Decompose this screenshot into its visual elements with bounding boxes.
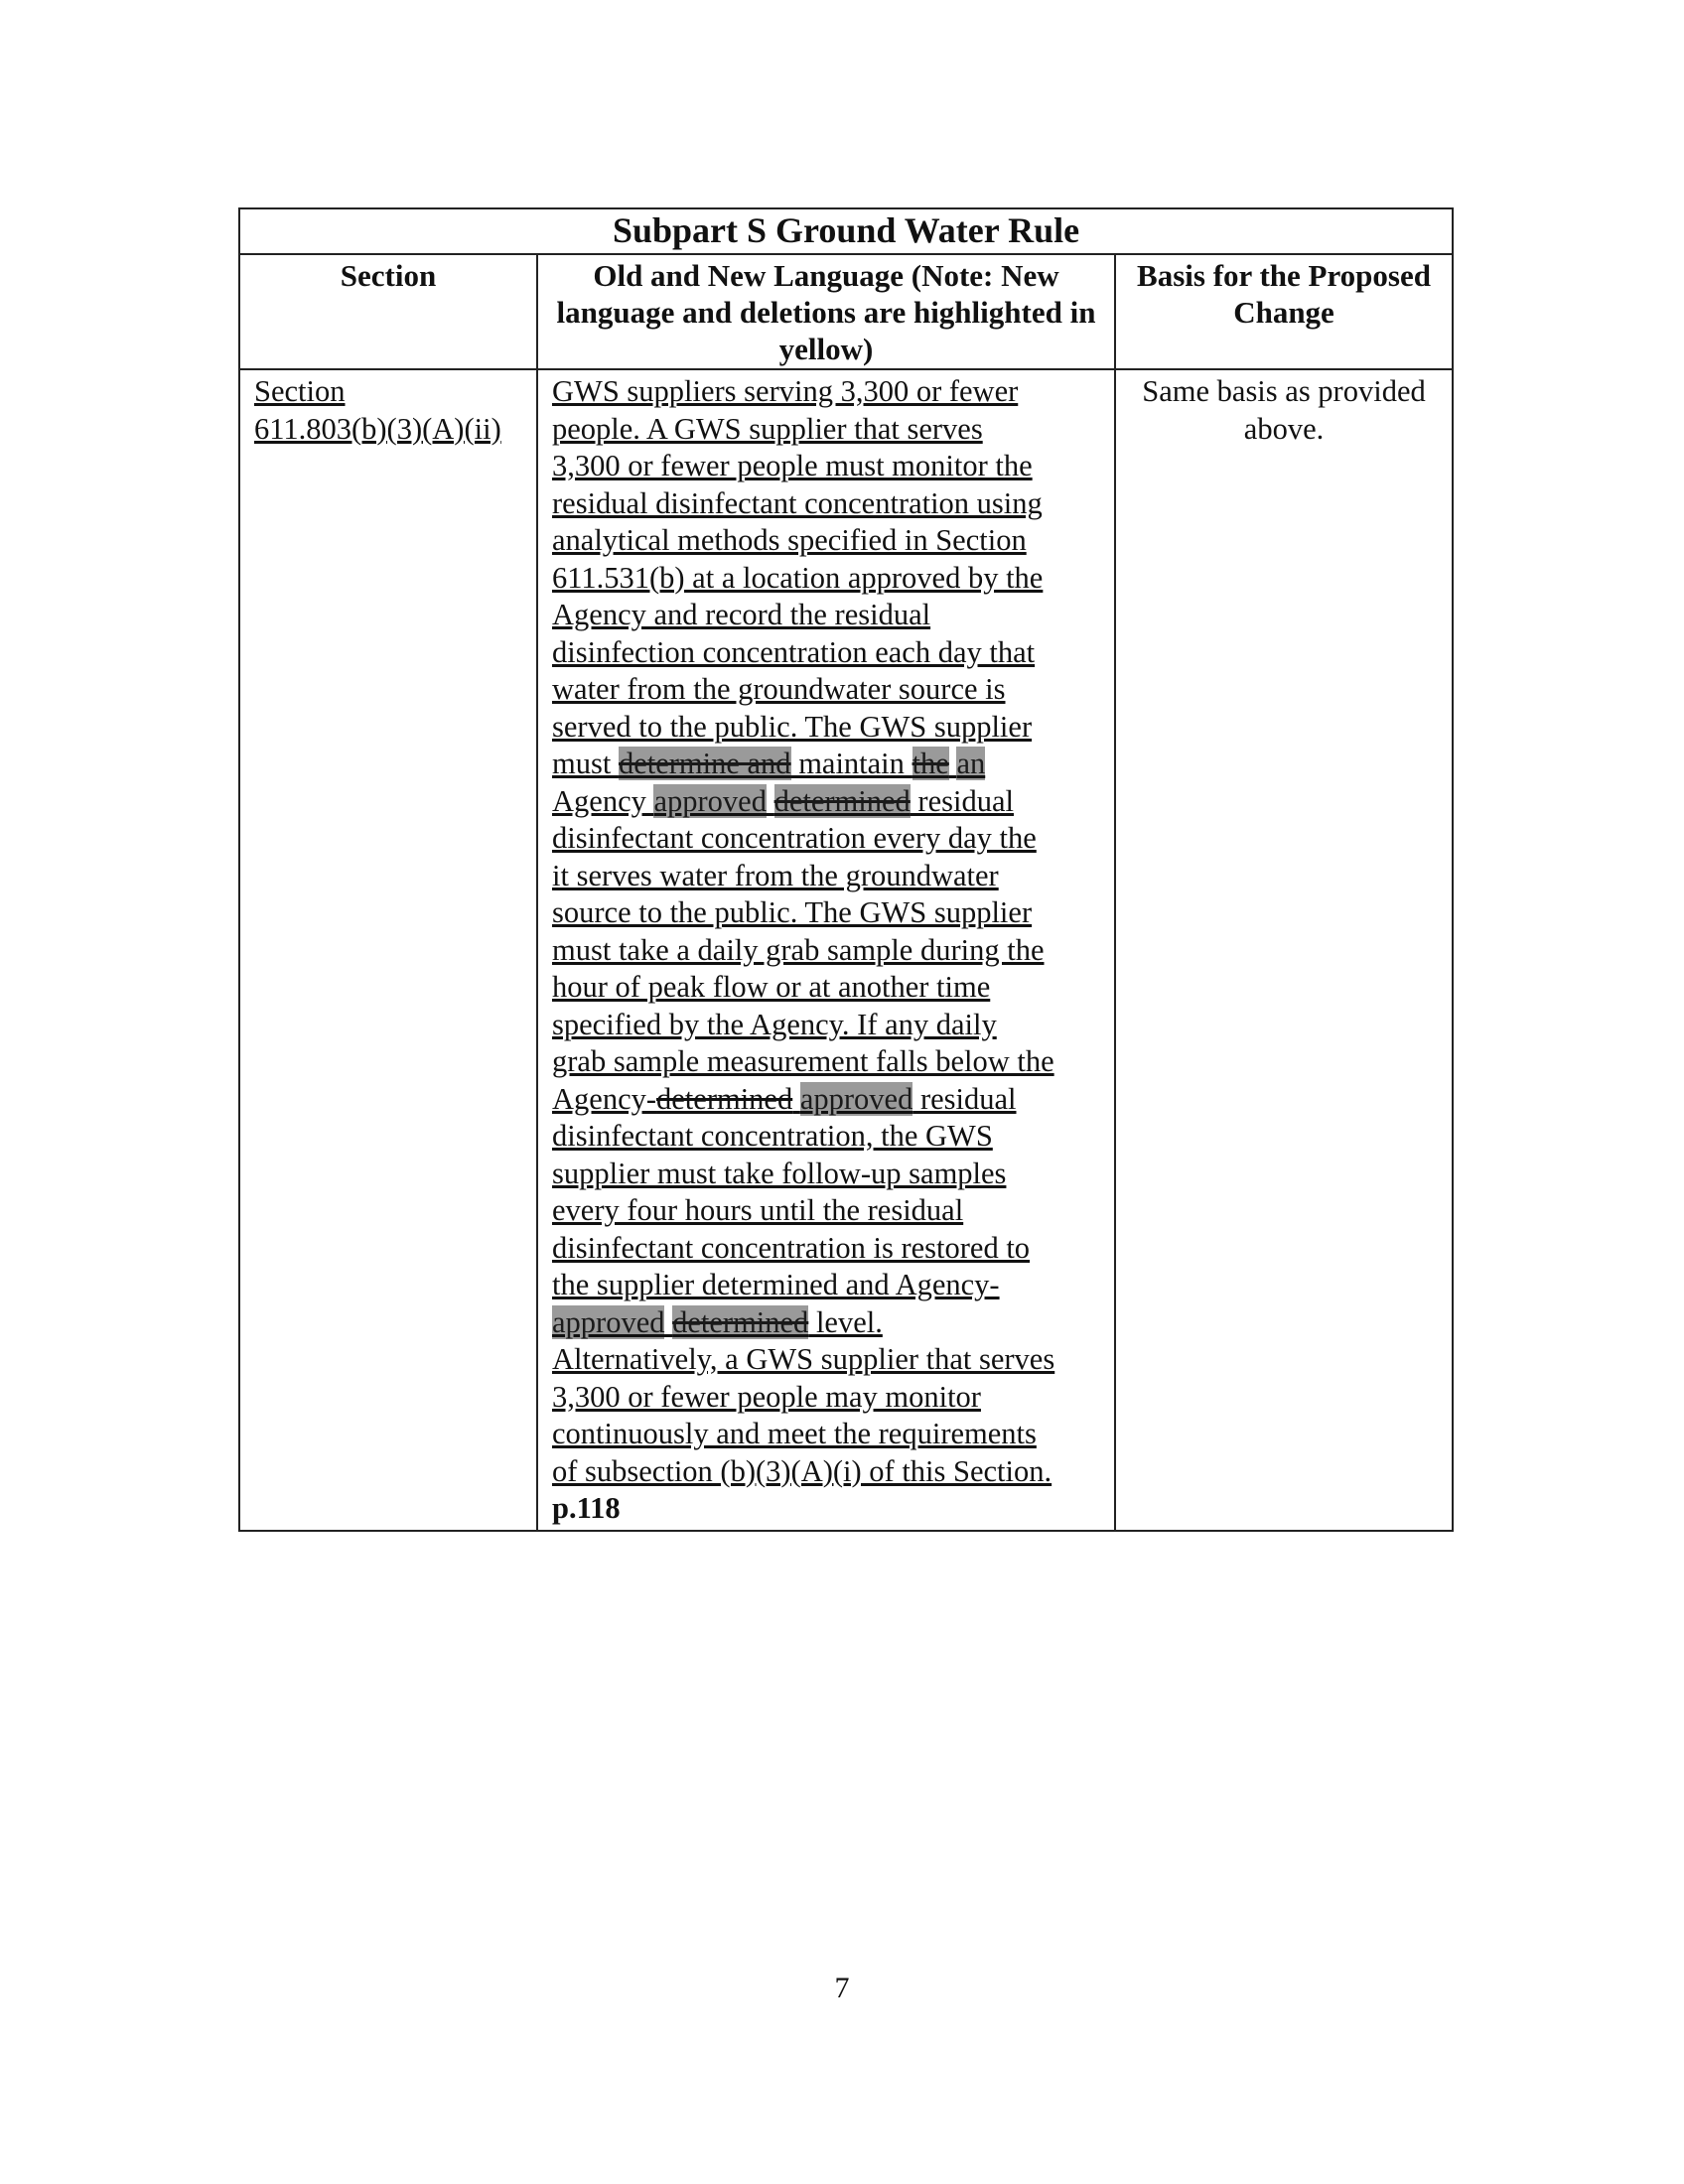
language-line: people. A GWS supplier that serves <box>552 411 983 446</box>
highlighted-insertion: approved <box>552 1304 665 1339</box>
language-line: Alternatively, a GWS supplier that serves <box>552 1342 1055 1376</box>
page-reference: p.118 <box>552 1491 621 1525</box>
language-line: disinfectant concentration is restored to <box>552 1230 1031 1265</box>
text-segment: Agency <box>552 783 654 818</box>
language-line: Agency and record the residual <box>552 598 931 631</box>
highlighted-insertion: an <box>956 747 986 780</box>
language-line <box>552 746 1110 783</box>
language-line: 611.531(b) at a location approved by the <box>552 560 1044 595</box>
language-line: grab sample measurement falls below the <box>552 1044 1054 1078</box>
language-line: every four hours until the residual <box>552 1193 964 1227</box>
highlighted-deletion: the <box>912 747 949 780</box>
language-line: must take a daily grab sample during the <box>552 932 1045 967</box>
language-line: water from the groundwater source is <box>552 672 1006 706</box>
language-line <box>552 1304 1110 1342</box>
language-cell <box>537 369 1115 1531</box>
language-line <box>552 783 1110 821</box>
language-line: source to the public. The GWS supplier <box>552 895 1033 929</box>
ground-water-rule-table <box>238 207 1454 1532</box>
language-line: it serves water from the groundwater <box>552 858 999 892</box>
language-line: disinfectant concentration, the GWS <box>552 1119 993 1153</box>
highlighted-insertion: approved <box>799 1081 913 1116</box>
deleted-text: determined <box>656 1081 793 1116</box>
table-title: Subpart S Ground Water Rule <box>239 208 1453 254</box>
language-line: of subsection (b)(3)(A)(i) of this Section. <box>552 1453 1052 1488</box>
text-segment: residual <box>910 783 1014 818</box>
language-line: residual disinfectant concentration using <box>552 485 1043 520</box>
section-number: 611.803(b)(3)(A)(ii) <box>254 411 501 446</box>
table-row <box>239 369 1453 1531</box>
language-line: continuously and meet the requirements <box>552 1417 1037 1450</box>
language-line: the supplier determined and Agency- <box>552 1268 1000 1301</box>
section-column-header: Section <box>239 254 537 369</box>
language-line: supplier must take follow-up samples <box>552 1156 1007 1190</box>
highlighted-insertion: approved <box>653 783 767 818</box>
language-line: 3,300 or fewer people may monitor <box>552 1379 981 1414</box>
highlighted-deletion: determine and <box>618 747 791 780</box>
text-segment: residual <box>912 1081 1017 1116</box>
page-number: 7 <box>834 1972 850 2004</box>
language-column-header: Old and New Language (Note: New language and deletions are highlighted in yellow) <box>537 254 1115 369</box>
highlighted-deletion: determined <box>672 1304 809 1339</box>
text-segment: Agency- <box>552 1081 657 1116</box>
section-label: Section <box>254 374 346 408</box>
text-segment: must <box>552 747 619 780</box>
highlighted-deletion: determined <box>773 783 911 818</box>
language-line: disinfection concentration each day that <box>552 634 1036 669</box>
section-cell <box>239 369 537 1531</box>
text-segment: maintain <box>790 747 912 780</box>
text-segment: level. <box>808 1304 883 1339</box>
basis-column-header: Basis for the Proposed Change <box>1115 254 1453 369</box>
language-line: analytical methods specified in Section <box>552 523 1027 557</box>
language-line: hour of peak flow or at another time <box>552 970 991 1004</box>
language-line: served to the public. The GWS supplier <box>552 709 1033 744</box>
language-line: 3,300 or fewer people must monitor the <box>552 449 1033 482</box>
language-line: GWS suppliers serving 3,300 or fewer <box>552 374 1019 408</box>
language-line: disinfectant concentration every day the <box>552 821 1037 855</box>
basis-cell: Same basis as provided above. <box>1115 369 1453 1531</box>
language-line <box>552 1081 1110 1119</box>
language-line: specified by the Agency. If any daily <box>552 1007 997 1041</box>
